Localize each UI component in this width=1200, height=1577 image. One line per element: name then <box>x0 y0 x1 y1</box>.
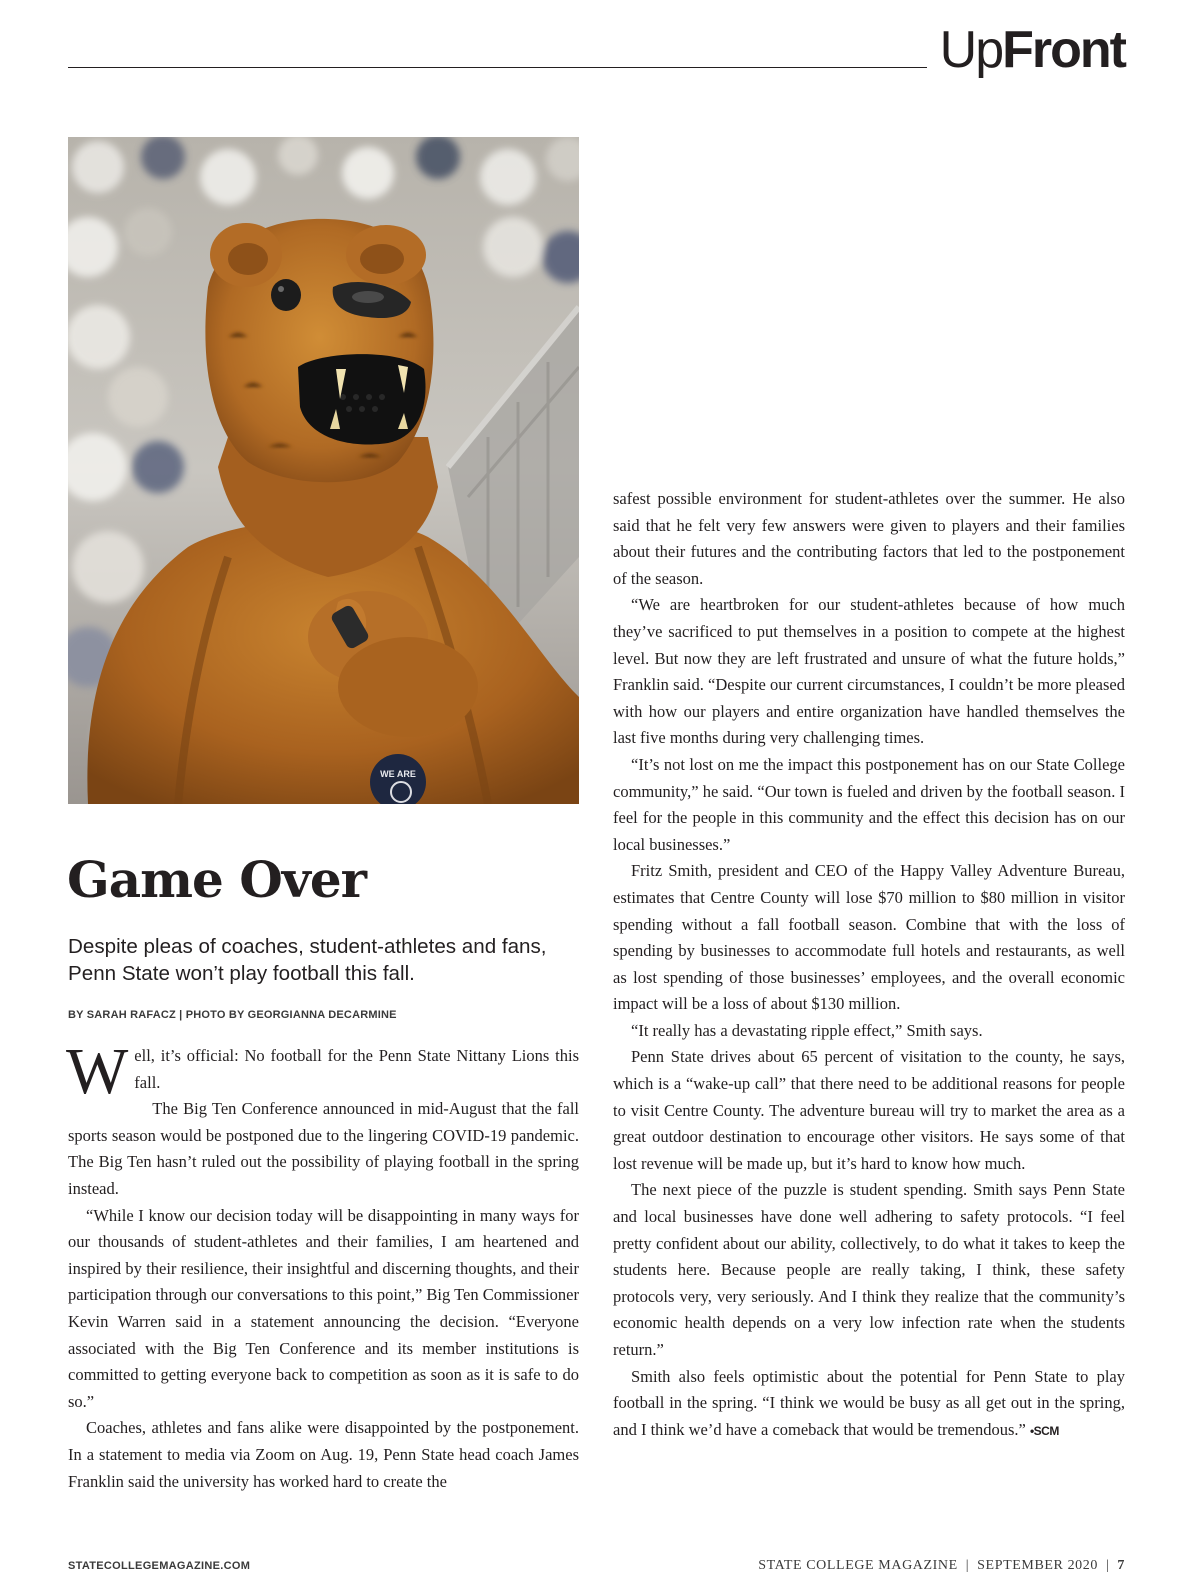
footer-magazine-name: STATE COLLEGE MAGAZINE <box>758 1558 958 1573</box>
header-rule <box>68 67 927 68</box>
article-paragraph: The next piece of the puzzle is student spending. Smith says Penn State and local businesses have done well adhering to safety protocols. “I feel pretty confident about our ability, collectively, to do what it takes to keep the students here. Because people are really taking, I think, these safety protocols very, very seriously. And I think they realize that the community’s economic health depends on a very low infection rate when the students return.” <box>613 1180 1125 1359</box>
article-deck: Despite pleas of coaches, student-athletes and fans, Penn State won’t play football this fall. <box>68 935 547 985</box>
article-paragraph: Smith also feels optimistic about the potential for Penn State to play football in the spring. “I think we would be busy as all get out in the spring, and I think we’d have a comeback that would be tremendous.” •SCM <box>613 1366 1125 1439</box>
article-paragraph: Penn State drives about 65 percent of visitation to the county, he says, which is a “wake-up call” that there need to be additional reasons for people to visit Centre County. The adventure bureau will try to market the area as a great outdoor destination to encourage other visitors. He says some of that lost revenue will be made up, but it’s hard to know how much. <box>613 1047 1125 1173</box>
section-title-up: Up <box>939 21 1003 79</box>
article-paragraph: “We are heartbroken for our student-athletes because of how much they’ve sacrificed to put themselves in a position to compete at the highest level. But now they are left frustrated and unsure of what the future holds,” Franklin said. “Despite our current circumstances, I couldn’t be more pleased with how our players and entire organization have handled themselves the last five months during very challenging times. <box>613 595 1125 748</box>
article-column-right <box>613 486 1125 1444</box>
we-are-badge-text: WE ARE <box>380 769 416 779</box>
article-headline: Game Over <box>67 850 366 909</box>
article-paragraph: Fritz Smith, president and CEO of the Happy Valley Adventure Bureau, estimates that Centre County will lose $70 million to $80 million in visitor spending without a fall football season. Combine that with the loss of spending by businesses to accommodate full hotels and restaurants, as well as lost spending of those businesses’ employees, and the overall economic impact will be a loss of about $130 million. <box>613 861 1125 1014</box>
section-title-front: Front <box>1002 21 1125 79</box>
article-paragraph: Coaches, athletes and fans alike were disappointed by the postponement. In a statement to media via Zoom on Aug. 19, Penn State head coach James Franklin said the university has worked hard to create the <box>68 1418 579 1491</box>
footer-folio <box>758 1556 1125 1576</box>
article-paragraph: The Big Ten Conference announced in mid-August that the fall sports season would be postponed due to the lingering COVID-19 pandemic. The Big Ten hasn’t ruled out the possibility of playing football in the spring instead. <box>68 1099 579 1198</box>
drop-cap: W <box>66 1035 129 1108</box>
footer-separator: | <box>1105 1558 1110 1573</box>
article-byline: BY SARAH RAFACZ | PHOTO BY GEORGIANNA DECARMINE <box>68 1009 397 1021</box>
footer-issue-date: SEPTEMBER 2020 <box>977 1558 1098 1573</box>
footer-page-number: 7 <box>1117 1558 1125 1573</box>
article-paragraph: Well, it’s official: No football for the Penn State Nittany Lions this fall. <box>66 1035 579 1108</box>
footer-website: STATECOLLEGEMAGAZINE.COM <box>68 1560 251 1572</box>
nittany-lion-mascot-photo <box>68 137 579 804</box>
section-title <box>940 20 1125 80</box>
article-column-left <box>66 1035 579 1495</box>
end-mark: •SCM <box>1029 1423 1059 1438</box>
article-paragraph: “It really has a devastating ripple effect,” Smith says. <box>631 1020 983 1040</box>
article-paragraph: safest possible environment for student-athletes over the summer. He also said that he felt very few answers were given to players and their families about their futures and the contributing factors that led to the postponement of the season. <box>613 489 1125 588</box>
article-paragraph: “While I know our decision today will be disappointing in many ways for our thousands of student-athletes and their families, I am heartened and inspired by their resilience, their insightful and discerning thoughts, and their participation through our conversations to this point,” Big Ten Commissioner Kevin Warren said in a statement announcing the decision. “Everyone associated with the Big Ten Conference and its member institutions is committed to getting everyone back to competition as soon as it is safe to do so.” <box>68 1205 579 1411</box>
article-paragraph: “It’s not lost on me the impact this postponement has on our State College community,” he said. “Our town is fueled and driven by the football season. I feel for the people in this community and the effect this decision has on our local businesses.” <box>613 754 1125 854</box>
footer-separator: | <box>965 1558 970 1573</box>
